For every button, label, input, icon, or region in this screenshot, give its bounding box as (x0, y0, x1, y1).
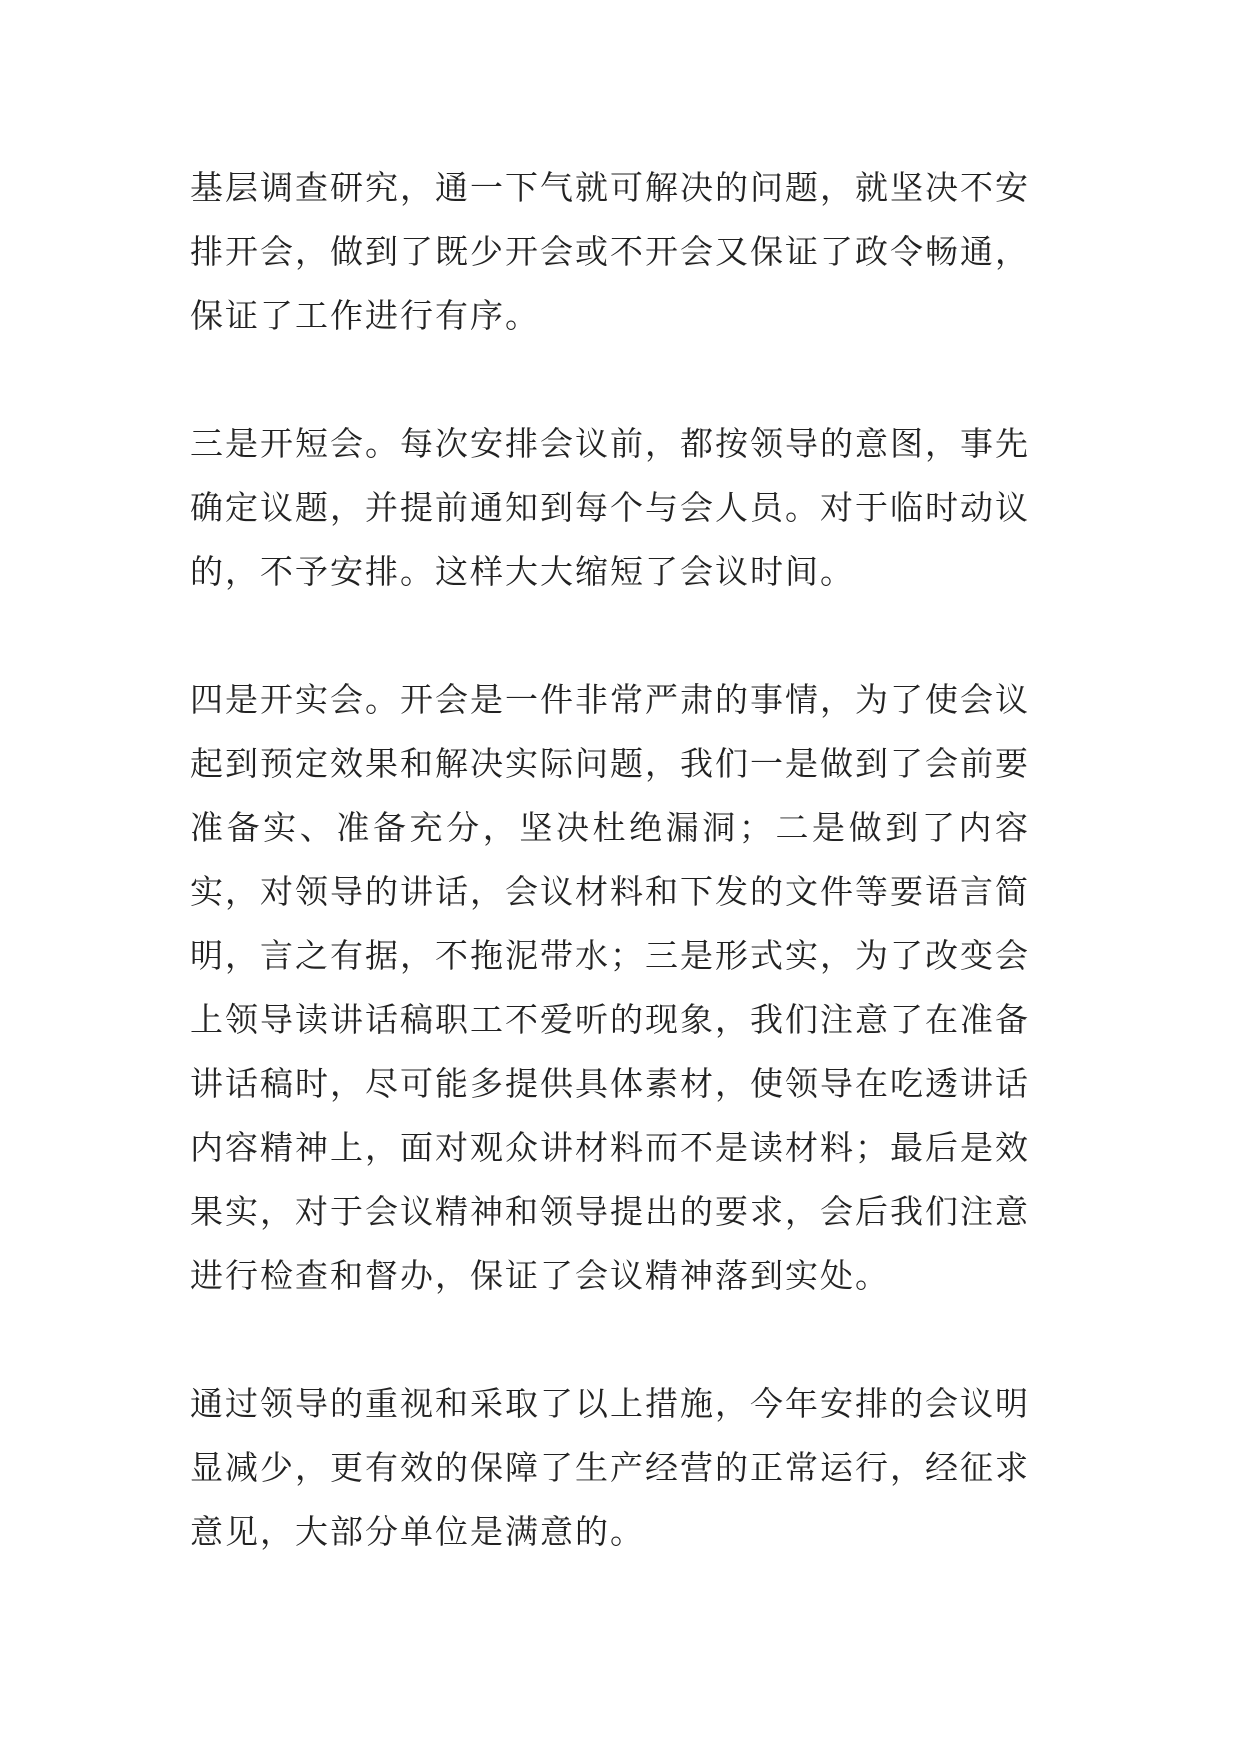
paragraph-3: 四是开实会。开会是一件非常严肃的事情，为了使会议起到预定效果和解决实际问题，我们一是做到了会前要准备实、准备充分，坚决杜绝漏洞；二是做到了内容实，对领导的讲话，会议材料和下发的文件等要语言简明，言之有据，不拖泥带水；三是形式实，为了改变会上领导读讲话稿职工不爱听的现象，我们注意了在准备讲话稿时，尽可能多提供具体素材，使领导在吃透讲话内容精神上，面对观众讲材料而不是读材料；最后是效果实，对于会议精神和领导提出的要求，会后我们注意进行检查和督办，保证了会议精神落到实处。 (190, 680, 1030, 1295)
paragraph-4: 通过领导的重视和采取了以上措施，今年安排的会议明显减少，更有效的保障了生产经营的正常运行，经征求意见，大部分单位是满意的。 (190, 1384, 1030, 1551)
paragraph-1: 基层调查研究，通一下气就可解决的问题，就坚决不安排开会，做到了既少开会或不开会又保证了政令畅通，保证了工作进行有序。 (190, 168, 1030, 335)
paragraph-2: 三是开短会。每次安排会议前，都按领导的意图，事先确定议题，并提前通知到每个与会人员。对于临时动议的，不予安排。这样大大缩短了会议时间。 (190, 424, 1030, 591)
document-body (190, 156, 1030, 1564)
